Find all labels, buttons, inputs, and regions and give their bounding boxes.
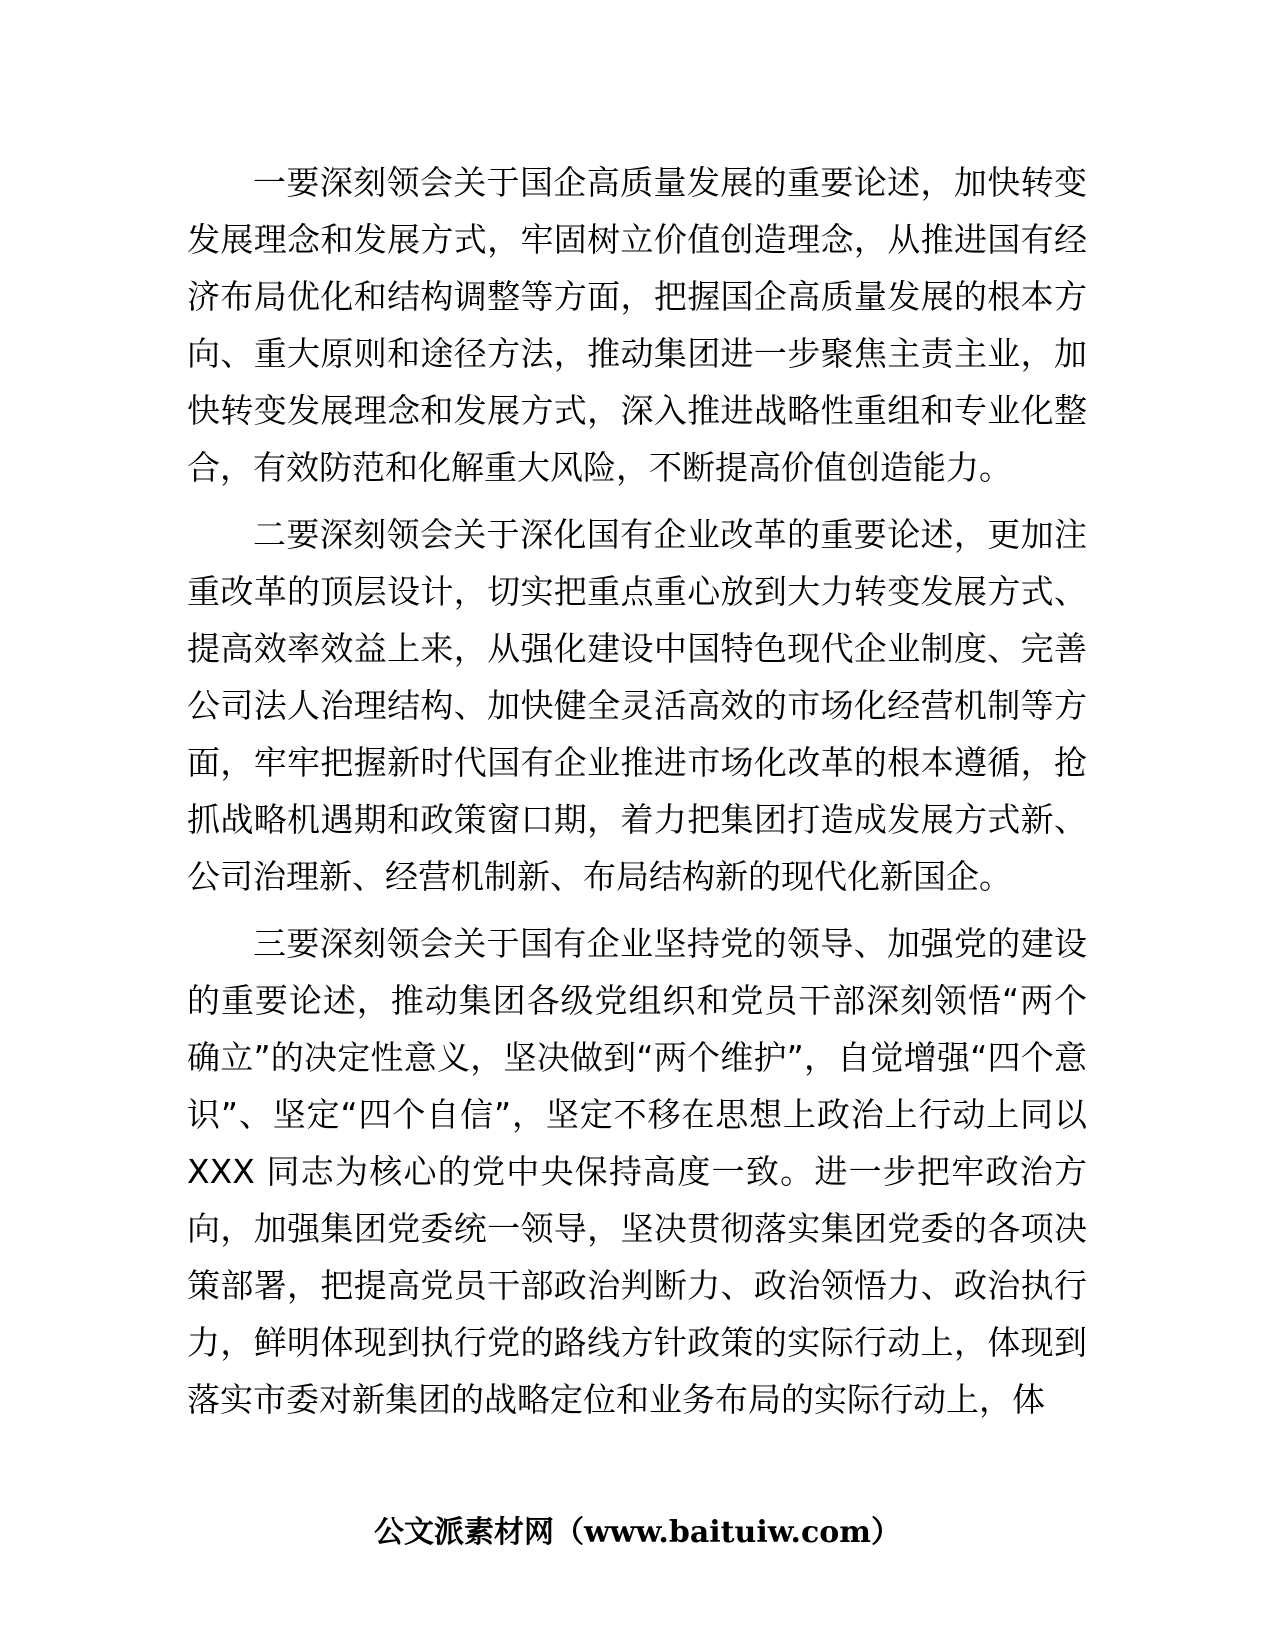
paragraph-3: 三要深刻领会关于国有企业坚持党的领导、加强党的建设的重要论述，推动集团各级党组织和党员干部深刻领悟“两个确立”的决定性意义，坚决做到“两个维护”，自觉增强“四个意识”、坚定“四个自信”，坚定不移在思想上政治上行动上同以 XXX 同志为核心的党中央保持高度一致。进一步把牢政治方向，加强集团党委统一领导，坚决贯彻落实集团党委的各项决策部署，把提高党员干部政治判断力、政治领悟力、政治执行力，鲜明体现到执行党的路线方针政策的实际行动上，体现到落实市委对新集团的战略定位和业务布局的实际行动上，体 xyxy=(187,924,1087,1419)
paragraph-1: 一要深刻领会关于国企高质量发展的重要论述，加快转变发展理念和发展方式，牢固树立价值创造理念，从推进国有经济布局优化和结构调整等方面，把握国企高质量发展的根本方向、重大原则和途径方法，推动集团进一步聚焦主责主业，加快转变发展理念和发展方式，深入推进战略性重组和专业化整合，有效防范和化解重大风险，不断提高价值创造能力。 xyxy=(187,163,1087,487)
footer-watermark-text: 公文派素材网（www.baituiw.com） xyxy=(373,1515,902,1550)
document-body xyxy=(187,154,1087,1438)
paragraph-2: 二要深刻领会关于深化国有企业改革的重要论述，更加注重改革的顶层设计，切实把重点重心放到大力转变发展方式、提高效率效益上来，从强化建设中国特色现代企业制度、完善公司法人治理结构、加快健全灵活高效的市场化经营机制等方面，牢牢把握新时代国有企业推进市场化改革的根本遵循，抢抓战略机遇期和政策窗口期，着力把集团打造成发展方式新、公司治理新、经营机制新、布局结构新的现代化新国企。 xyxy=(187,515,1087,896)
